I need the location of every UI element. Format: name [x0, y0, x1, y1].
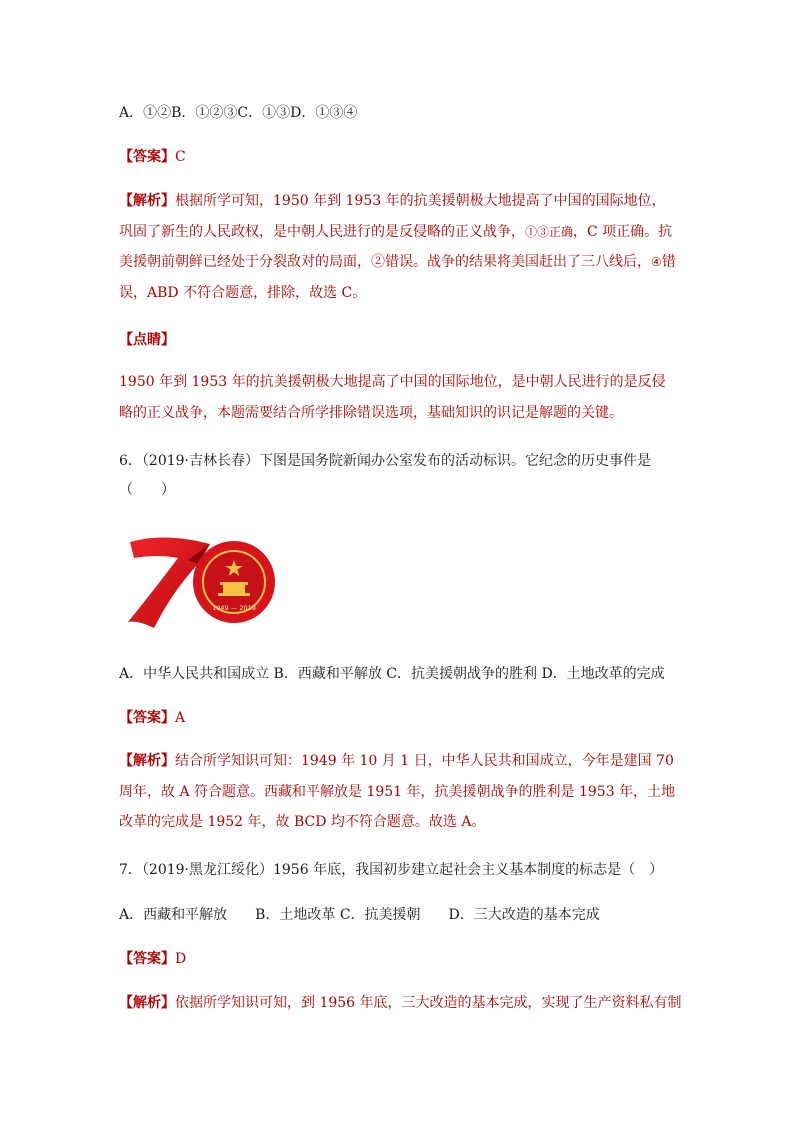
answer-value: D	[175, 951, 187, 967]
q5-options: A．①②B．①②③C．①③D．①③④	[119, 105, 358, 121]
answer-value: C	[175, 149, 186, 165]
analysis-label: 【解析】	[119, 753, 175, 769]
q6-stem: 6．（2019·吉林长春）下图是国务院新闻办公室发布的活动标识。它纪念的历史事件是	[119, 453, 651, 469]
q6-analysis	[119, 746, 679, 838]
q7-stem: 7．（2019·黑龙江绥化）1956 年底，我国初步建立起社会主义基本制度的标志是（ ）	[119, 862, 664, 878]
analysis-text: ④	[651, 255, 662, 269]
analysis-label: 【解析】	[119, 995, 175, 1011]
q7-answer	[119, 949, 186, 969]
q6-blank: （ ）	[119, 482, 175, 498]
q7-analysis	[119, 993, 682, 1013]
analysis-label: 【解析】	[119, 193, 175, 209]
q5-tip-heading	[119, 330, 175, 350]
analysis-text: ①③正确	[525, 224, 574, 239]
q6-options: A．中华人民共和国成立 B．西藏和平解放 C．抗美援朝战争的胜利 D．土地改革的完成	[119, 666, 665, 682]
analysis-text: 结合所学知识可知：1949 年 10 月 1 日，中华人民共和国成立，今年是建国 70 周年，故 A 符合题意。西藏和平解放是 1951 年，抗美援朝战争的胜利是 1953 年，土地改革的完成是 1952 年，故 BCD 均不符合题意。故选 A。	[119, 753, 676, 830]
answer-label: 【答案】	[119, 710, 175, 726]
q7-options: A．西藏和平解放 B．土地改革 C．抗美援朝 D．三大改造的基本完成	[119, 907, 600, 923]
answer-label: 【答案】	[119, 149, 175, 165]
tip-label: 【点睛】	[119, 332, 175, 348]
answer-value: A	[175, 710, 186, 726]
70th-anniversary-logo	[124, 530, 276, 630]
q6-answer	[119, 708, 185, 728]
analysis-text: 错误，ABD 不符合题意，排除，故选 C。	[119, 254, 676, 301]
logo-years: 1949 — 2019	[212, 604, 256, 612]
analysis-text: 依据所学知识可知，到 1956 年底，三大改造的基本完成，实现了生产资料私有制	[175, 995, 682, 1011]
analysis-text: 根据所学可知，1950 年到 1953 年的抗美援朝极大地提高了中国的国际地位，巩固了新生的人民政权，是中朝人民进行的是反侵略的正义战争，	[119, 193, 666, 240]
answer-label: 【答案】	[119, 951, 175, 967]
q5-answer	[119, 147, 186, 167]
q5-tip-text: 1950 年到 1953 年的抗美援朝极大地提高了中国的国际地位，是中朝人民进行的是反侵略的正义战争，本题需要结合所学排除错误选项，基础知识的识记是解题的关键。	[119, 374, 666, 421]
analysis-text: ，C 项正确。抗美援朝前朝鲜已经处于分裂敌对的局面，②错误。战争的结果将美国赶出了三八线后，	[119, 223, 673, 270]
q5-analysis	[119, 186, 679, 308]
